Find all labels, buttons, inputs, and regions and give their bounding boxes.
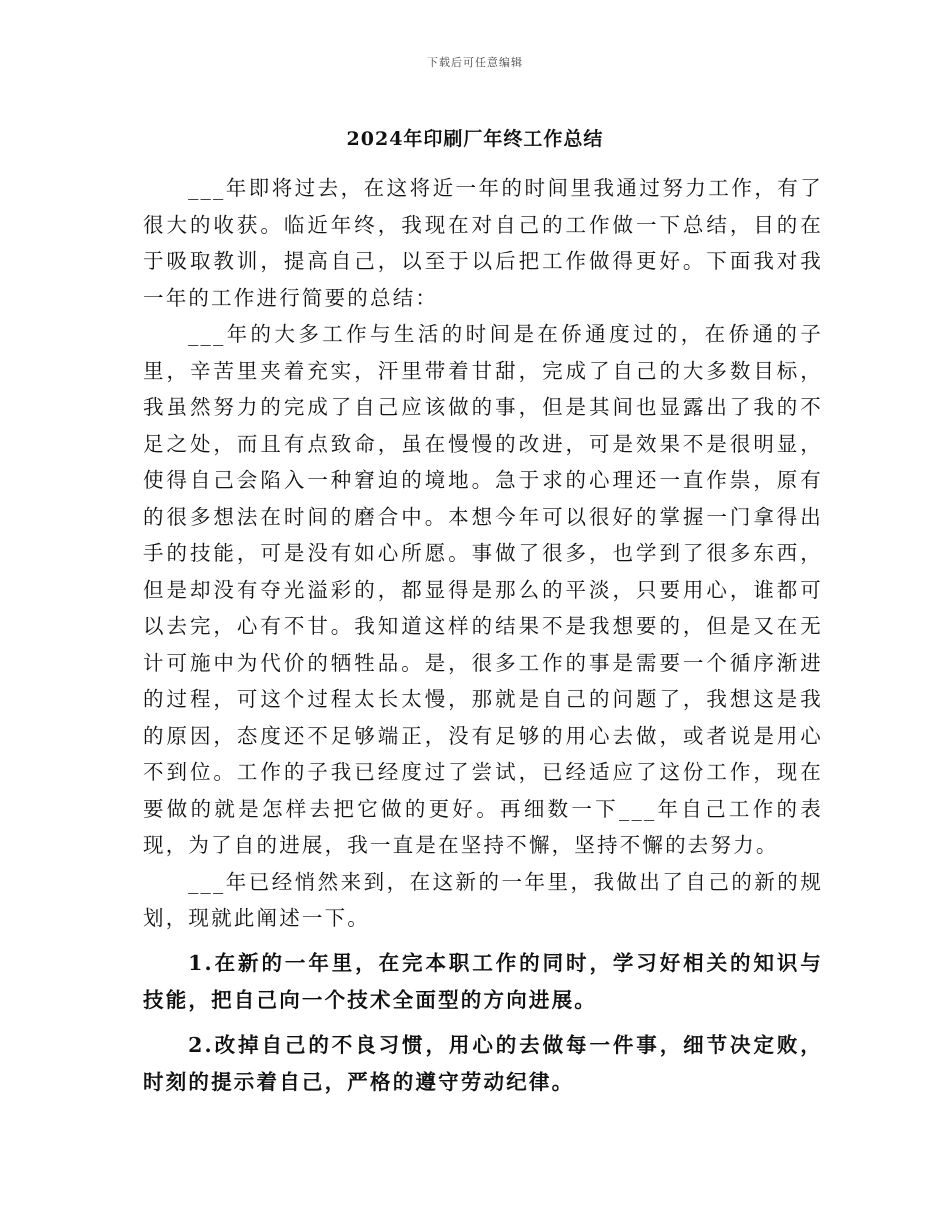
paragraph-review: ___年的大多工作与生活的时间是在侨通度过的，在侨通的子里，辛苦里夹着充实，汗里带着甘甜，完成了自己的大多数目标，我虽然努力的完成了自己应该做的事，但是其间也显露出了我的不足之处，而且有点致命，虽在慢慢的改进，可是效果不是很明显，使得自己会陷入一种窘迫的境地。急于求的心理还一直作祟，原有的很多想法在时间的磨合中。本想今年可以很好的掌握一门拿得出手的技能，可是没有如心所愿。事做了很多，也学到了很多东西，但是却没有夺光溢彩的，都显得是那么的平淡，只要用心，谁都可以去完，心有不甘。我知道这样的结果不是我想要的，但是又在无计可施中为代价的牺牲品。是，很多工作的事是需要一个循序渐进的过程，可这个过程太长太慢，那就是自己的问题了，我想这是我的原因，态度还不足够端正，没有足够的用心去做，或者说是用心不到位。工作的子我已经度过了尝试，已经适应了这份工作，现在要做的就是怎样去把它做的更好。再细数一下___年自己工作的表现，为了自的进展，我一直是在坚持不懈，坚持不懈的去努力。 [143, 322, 823, 857]
plan-item-1: 1.在新的一年里，在完本职工作的同时，学习好相关的知识与技能，把自己向一个技术全面型的方向进展。 [143, 950, 823, 1012]
plan-item-2: 2.改掉自己的不良习惯，用心的去做每一件事，细节决定败，时刻的提示着自己，严格的遵守劳动纪律。 [143, 1032, 823, 1094]
header-note: 下载后可任意编辑 [427, 56, 523, 69]
document-title: 2024年印刷厂年终工作总结 [346, 128, 604, 150]
paragraph-new-year: ___年已经悄然来到，在这新的一年里，我做出了自己的新的规划，现就此阐述一下。 [143, 869, 823, 930]
document-body [143, 170, 823, 1101]
paragraph-intro: ___年即将过去，在这将近一年的时间里我通过努力工作，有了很大的收获。临近年终，我现在对自己的工作做一下总结，目的在于吸取教训，提高自己，以至于以后把工作做得更好。下面我对我一年的工作进行简要的总结： [143, 176, 823, 310]
